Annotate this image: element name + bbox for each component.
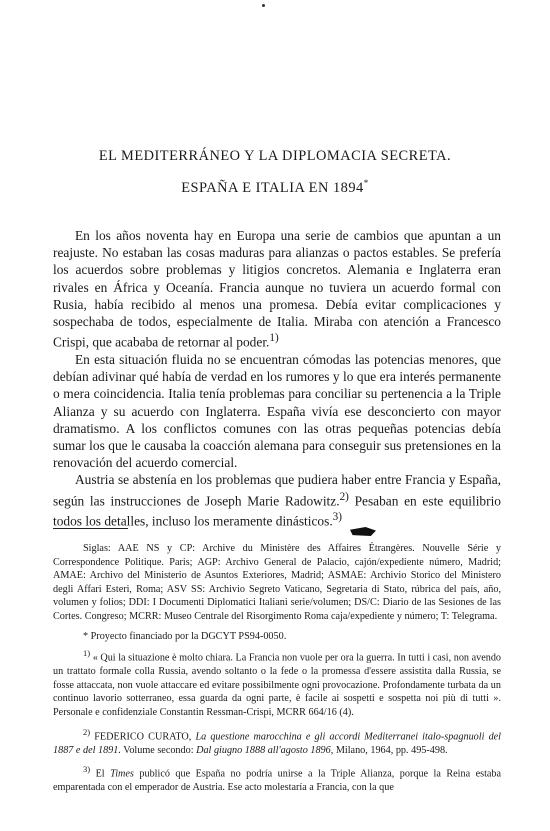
body-text bbox=[53, 227, 501, 530]
paragraph-text: Pesaban en este equilibrio todos los detalles, incluso los meramente dinásticos. bbox=[53, 492, 501, 529]
footnote-ref: 2) bbox=[339, 490, 349, 503]
paragraph-text: Austria se abstenía en los problemas que pudiera haber entre Francia y España, según las instrucciones de Joseph Marie Radowitz. bbox=[53, 472, 501, 508]
footnote-title: La questione marocchina e gli accordi Mediterranei italo-spagnuoli del 1887 e del 1891. bbox=[53, 730, 502, 756]
footnote-rule bbox=[53, 528, 128, 529]
footnote-3 bbox=[53, 763, 501, 795]
footnote-ref: 1) bbox=[269, 332, 279, 345]
paragraph-text: En los años noventa hay en Europa una serie de cambios que apuntan a un reajuste. No estaban las cosas maduras para alianzas o pactos estables. Se prefería los acuerdos sobre problemas y litigios concretos. Alemania e Inglaterra eran rivales en África y Oceanía. Francia aunque no tuviera un acuerdo formal con Rusia, había recibido al menos una promesa. Debía evitar complicaciones y sospechaba de todos, especialmente de Italia. Miraba con atención a Francesco Crispi, que acababa de retornar al poder. bbox=[53, 228, 501, 350]
footnote-1 bbox=[53, 647, 501, 719]
footnote-number: 3) bbox=[83, 764, 91, 775]
paragraph bbox=[53, 471, 501, 530]
footnote-text: publicó que España no podría unirse a la Triple Alianza, porque la Reina estaba emparentada con el emperador de Austria. Ese acto molestaría a Francia, con la que bbox=[53, 768, 502, 794]
footnote-text: El bbox=[95, 768, 105, 780]
subtitle-text: ESPAÑA E ITALIA EN 1894 bbox=[181, 179, 364, 196]
article-subtitle bbox=[0, 178, 550, 197]
abbreviations-note: Siglas: AAE NS y CP: Archive du Ministère des Affaires Étrangères. Nouvelle Série y Correspondence Politique. Paris; AGP: Archivo General de Palacio, cajón/expediente número, Madrid; AMAE: Archivo del Ministerio de Asuntos Exteriores, Madrid; ASMAE: Archivio Storico del Ministero degli Affari Esteri, Roma; ASV SS: Archivio Segreto Vaticano, Segretaria di Stato, rúbrica del país, año, volumen y folios; DDI: I Documenti Diplomatici Italiani serie/volumen; DS/C: Diario de las Sesiones de las Cortes. Congreso; MCRR: Museo Centrale del Risorgimento Roma caja/expediente y número; T: Telegrama. bbox=[53, 543, 501, 622]
paragraph bbox=[53, 227, 501, 351]
footnotes bbox=[53, 542, 501, 801]
footnote-mark: * bbox=[363, 178, 369, 188]
footnote-text: Volume secondo: bbox=[123, 744, 194, 756]
article-title: EL MEDITERRÁNEO Y LA DIPLOMACIA SECRETA. bbox=[98, 148, 452, 164]
footnote-text: « Qui la situazione è molto chiara. La Francia non vuole per ora la guerra. In tutti i casi, non avendo un trattato formale colla Russia, avendo soltanto o la fede o la promessa d'essere assistita dalla Russia, se fosse attaccata, non vuole attaccare ed evitare possibilmente ogni provocazione. Profondamente turbata da un continuo lavorio sotterraneo, essa guarda da ogni parte, è facile ai sospetti e sospetta noi più di tutti ». Personale e confidenziale Constantin Ressman-Crispi, MCRR 664/16 (4). bbox=[53, 652, 502, 718]
footnote-2 bbox=[53, 726, 501, 758]
footnote-number: 2) bbox=[83, 726, 91, 737]
footnote-number: 1) bbox=[83, 648, 91, 659]
footnote-ref: 3) bbox=[332, 511, 342, 524]
paragraph: En esta situación fluida no se encuentran cómodas las potencias menores, que debían adivinar qué había de verdad en los rumores y lo que era interés permanente o mera coincidencia. Italia tenía problemas para conciliar su pertenencia a la Triple Alianza y su acuerdo con Inglaterra. España vivía ese desconcierto con mayor dramatismo. A los conflictos comunes con las otras pequeñas potencias debía sumar los que le causaba la coacción alemana para conseguir sus pretensiones en la renovación del acuerdo comercial. bbox=[53, 351, 501, 471]
footnote-volume: Dal giugno 1888 all'agosto 1896, bbox=[196, 744, 334, 756]
newspaper-name: Times bbox=[110, 768, 134, 780]
funding-note: * Proyecto financiado por la DGCYT PS94-0050. bbox=[83, 630, 287, 642]
footnote-author: FEDERICO CURATO, bbox=[94, 730, 192, 742]
page-dot bbox=[262, 4, 265, 7]
footnote-text: Milano, 1964, pp. 495-498. bbox=[335, 744, 448, 756]
